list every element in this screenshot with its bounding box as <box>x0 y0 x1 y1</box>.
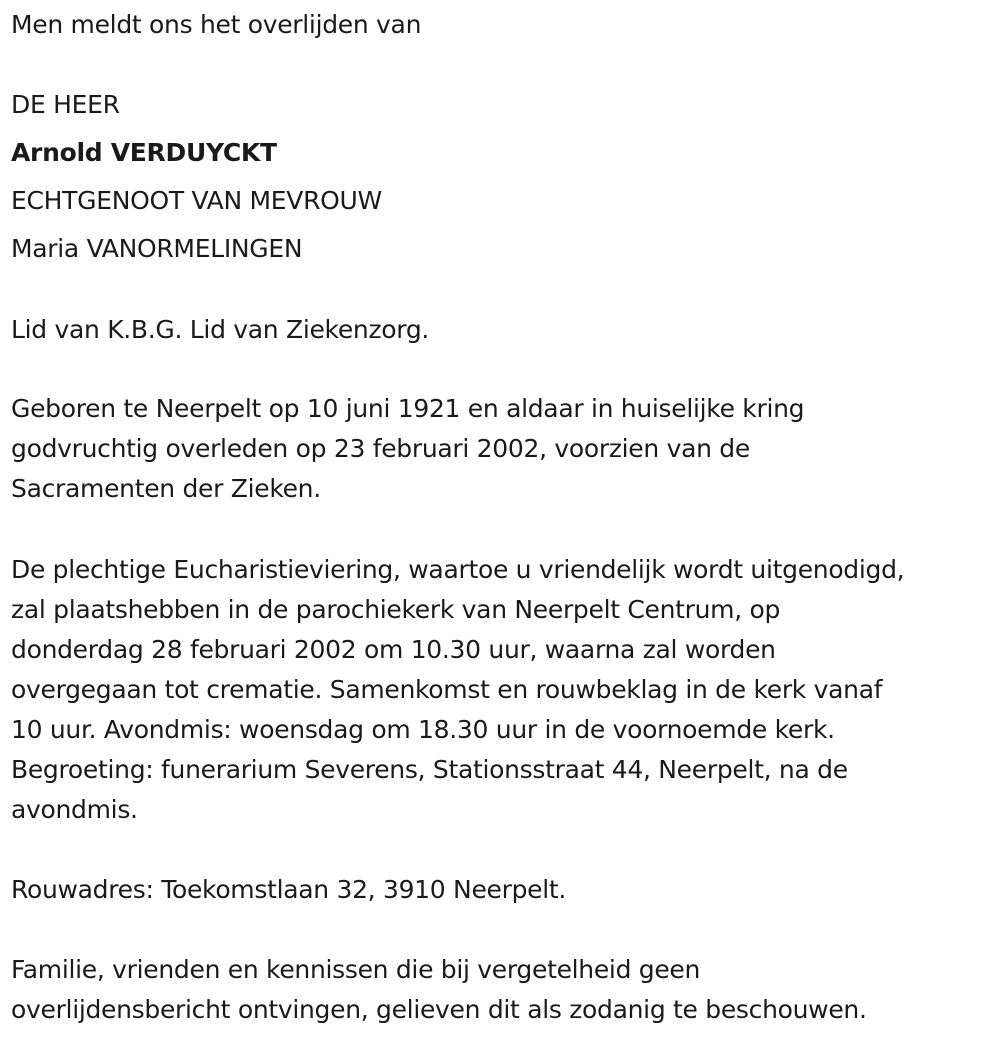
ceremony-line: 10 uur. Avondmis: woensdag om 18.30 uur in de voornoemde kerk. <box>11 715 835 744</box>
birth-death-line: Geboren te Neerpelt op 10 juni 1921 en aldaar in huiselijke kring <box>11 394 805 423</box>
birth-death-line: Sacramenten der Zieken. <box>11 474 321 503</box>
ceremony-line: avondmis. <box>11 795 138 824</box>
intro-text: Men meldt ons het overlijden van <box>11 10 422 39</box>
birth-death-line: godvruchtig overleden op 23 februari 2002, voorzien van de <box>11 434 750 463</box>
mourning-address: Rouwadres: Toekomstlaan 32, 3910 Neerpelt. <box>11 875 567 904</box>
title-text: DE HEER <box>11 90 120 119</box>
ceremony-line: De plechtige Eucharistieviering, waartoe u vriendelijk wordt uitgenodigd, <box>11 555 905 584</box>
closing-line: overlijdensbericht ontvingen, gelieven dit als zodanig te beschouwen. <box>11 995 867 1024</box>
ceremony-line: zal plaatshebben in de parochiekerk van Neerpelt Centrum, op <box>11 595 781 624</box>
deceased-name: Arnold VERDUYCKT <box>11 138 277 167</box>
membership-text: Lid van K.B.G. Lid van Ziekenzorg. <box>11 315 430 344</box>
ceremony-line: overgegaan tot crematie. Samenkomst en rouwbeklag in de kerk vanaf <box>11 675 883 704</box>
closing-line: Familie, vrienden en kennissen die bij vergetelheid geen <box>11 955 701 984</box>
ceremony-line: Begroeting: funerarium Severens, Stationsstraat 44, Neerpelt, na de <box>11 755 848 784</box>
spouse-label: ECHTGENOOT VAN MEVROUW <box>11 186 382 215</box>
ceremony-line: donderdag 28 februari 2002 om 10.30 uur, waarna zal worden <box>11 635 776 664</box>
spouse-name: Maria VANORMELINGEN <box>11 234 303 263</box>
